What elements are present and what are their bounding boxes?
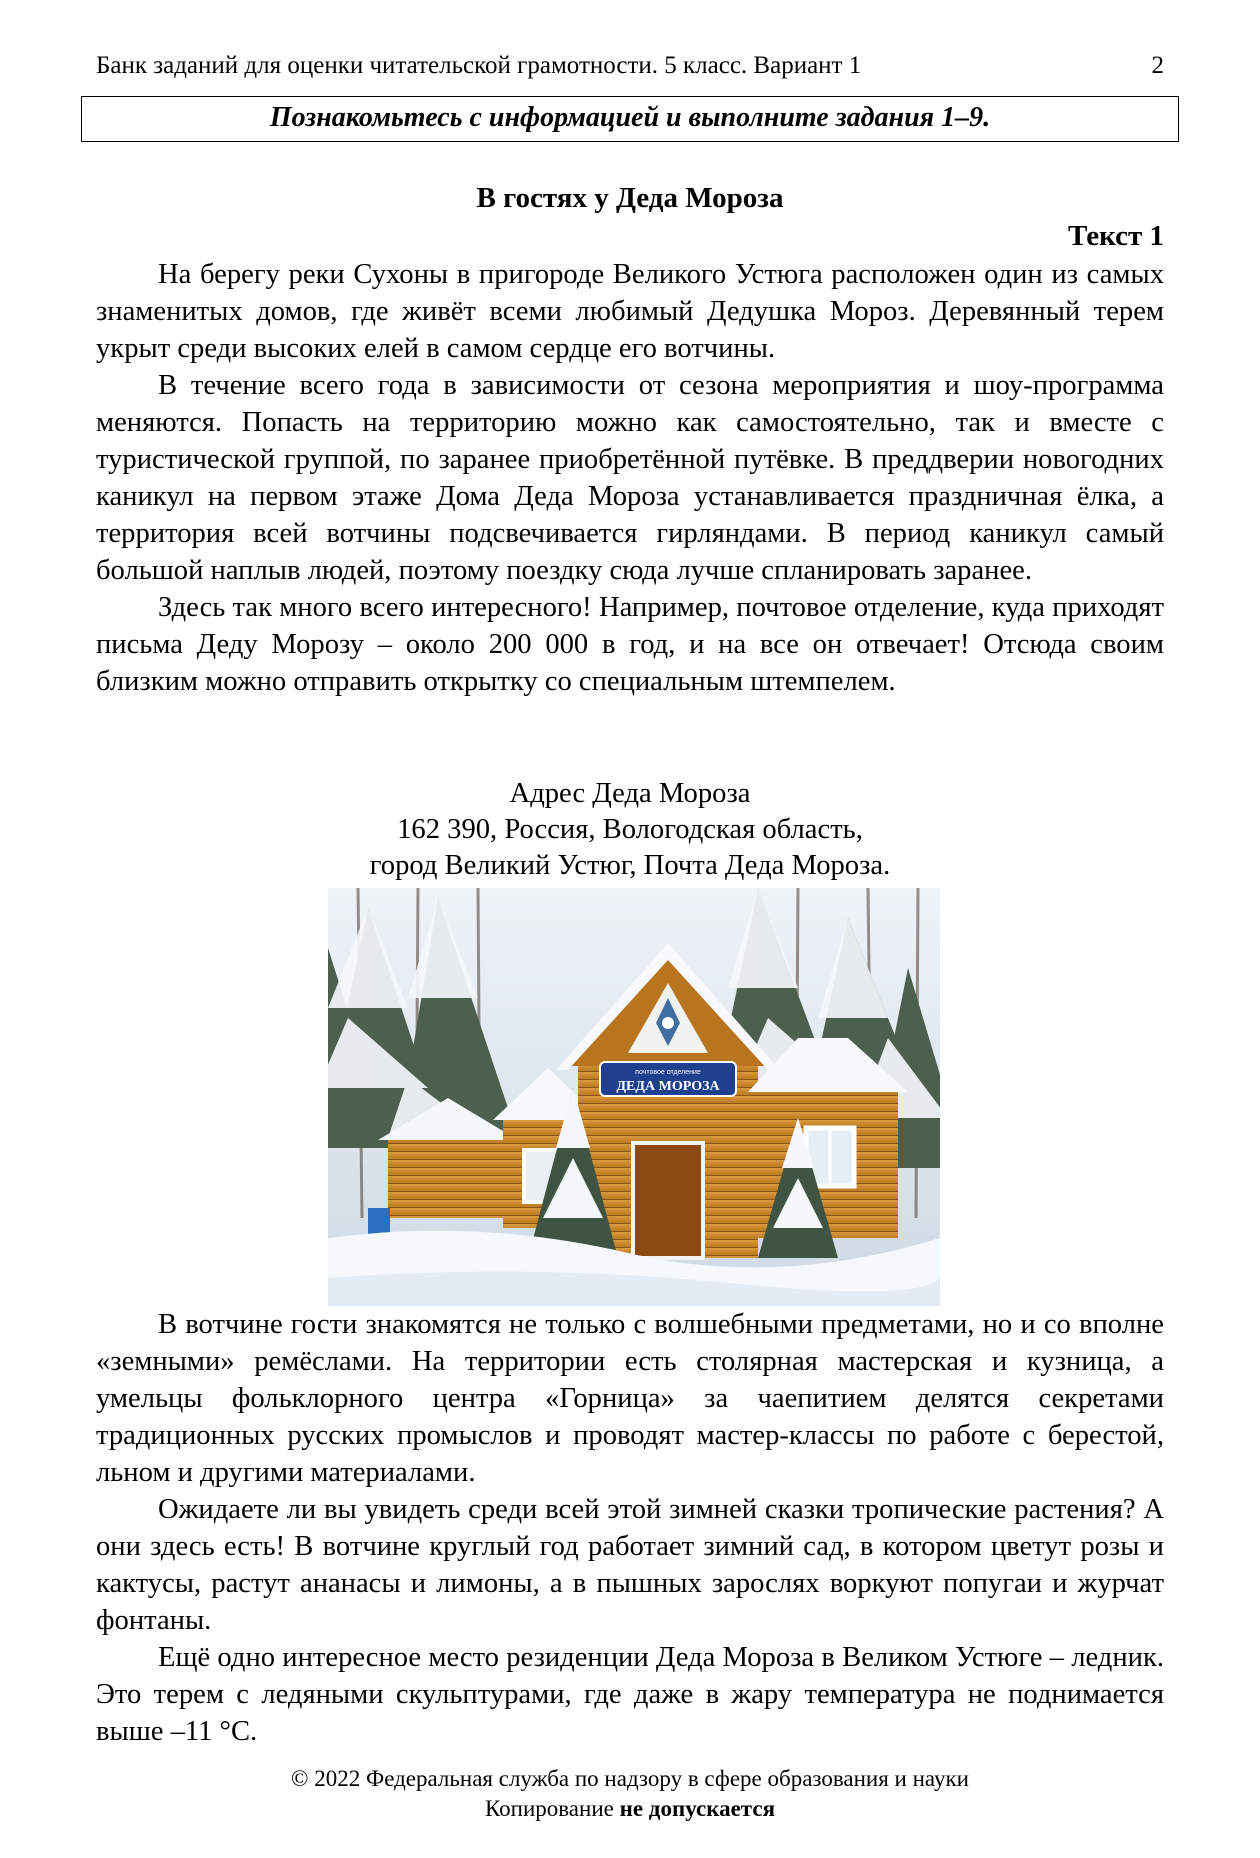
copy-prefix: Копирование [484, 1796, 614, 1821]
paragraph: Здесь так много всего интересного! Например, почтовое отделение, куда приходят письма Деду Морозу – около 200 000 в год, и на все он отвечает! Отсюда своим близким можно отправить открытку со специальным штемпелем. [96, 592, 1164, 697]
page-number: 2 [1151, 52, 1164, 79]
article-body-before [96, 256, 1164, 700]
address-line: Адрес Деда Мороза [509, 778, 751, 809]
copy-bold: не допускается [619, 1796, 776, 1821]
photo-sign-main: ДЕДА МОРОЗА [616, 1079, 720, 1094]
paragraph: В течение всего года в зависимости от сезона мероприятия и шоу-программа меняются. Попасть на территорию можно как самостоятельно, так и вместе с туристической группой, по заранее приобретённой путёвке. В преддверии новогодних каникул на первом этаже Дома Деда Мороза устанавливается праздничная ёлка, а территория всей вотчины подсвечивается гирляндами. В период каникул самый большой наплыв людей, поэтому поездку сюда лучше спланировать заранее. [96, 370, 1164, 586]
address-line: 162 390, Россия, Вологодская область, [397, 814, 863, 845]
instruction-text: Познакомьтесь с информацией и выполните задания 1–9. [269, 102, 991, 133]
address-line: город Великий Устюг, Почта Деда Мороза. [369, 850, 891, 881]
paragraph: На берегу реки Сухоны в пригороде Великого Устюга расположен один из самых знаменитых домов, где живёт всеми любимый Дедушка Мороз. Деревянный терем укрыт среди высоких елей в самом сердце его вотчины. [96, 259, 1164, 364]
paragraph: Ожидаете ли вы увидеть среди всей этой зимней сказки тропические растения? А они здесь есть! В вотчине круглый год работает зимний сад, в котором цветут розы и кактусы, растут ананасы и лимоны, а в пышных зарослях воркуют попугаи и журчат фонтаны. [96, 1494, 1164, 1636]
article-body-after [96, 1306, 1164, 1750]
page-header [96, 52, 1164, 80]
copyright-text: © 2022 Федеральная служба по надзору в сфере образования и науки [291, 1766, 969, 1791]
address-block [0, 776, 1260, 884]
paragraph: Ещё одно интересное место резиденции Деда Мороза в Великом Устюге – ледник. Это терем с ледяными скульптурами, где даже в жару температура не поднимается выше –11 °С. [96, 1642, 1164, 1747]
photo-sign-top: почтовое отделение [635, 1069, 701, 1076]
article-title: В гостях у Деда Мороза [476, 182, 784, 214]
page-footer [0, 1764, 1260, 1824]
photo-ded-moroz-post-office [328, 888, 940, 1306]
paragraph: В вотчине гости знакомятся не только с волшебными предметами, но и со вполне «земными» ремёслами. На территории есть столярная мастерская и кузница, а умельцы фольклорного центра «Горница» за чаепитием делятся секретами традиционных русских промыслов и проводят мастер-классы по работе с берестой, льном и другими материалами. [96, 1309, 1164, 1488]
header-title: Банк заданий для оценки читательской грамотности. 5 класс. Вариант 1 [96, 52, 862, 79]
instruction-box [81, 96, 1179, 142]
text-label: Текст 1 [1068, 220, 1164, 252]
copy-notice [0, 1794, 1260, 1824]
